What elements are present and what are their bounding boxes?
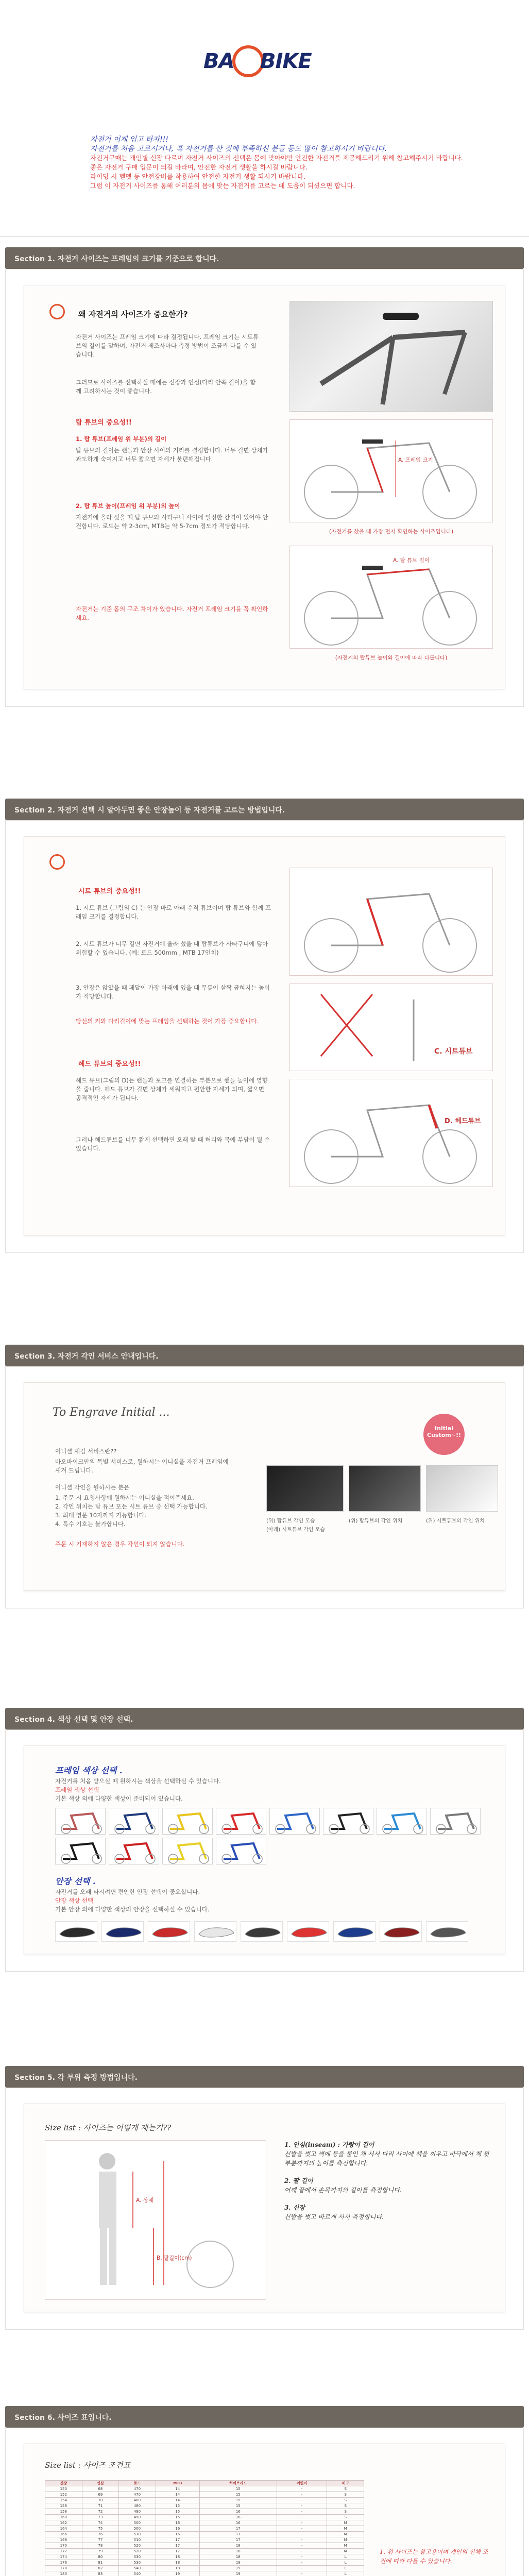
intro-line-6: 그럼 이 자전거 사이즈를 통해 여러분의 몸에 맞는 자전거를 고르는 데 도움이 되셨으면 합니다.	[90, 182, 355, 190]
table-cell: 16	[199, 2520, 277, 2526]
seat-tube-title: 시트 튜브의 중요성!!	[78, 888, 141, 895]
table-cell: S	[327, 2503, 364, 2509]
table-cell: 510	[119, 2532, 156, 2537]
saddle-option-5[interactable]	[287, 1921, 329, 1942]
table-cell: 180	[45, 2571, 82, 2576]
brand-logo[interactable]	[203, 40, 327, 87]
diagram-caption-2: (자전거의 탑튜브 높이와 길이에 따라 다릅니다)	[335, 655, 448, 661]
table-cell: 15	[199, 2486, 277, 2492]
table-cell: 79	[82, 2549, 119, 2554]
table-cell: 16	[199, 2515, 277, 2520]
table-row	[45, 2509, 364, 2515]
frame-color-option-4[interactable]	[269, 1808, 320, 1835]
table-cell: 68	[82, 2486, 119, 2492]
table-cell: 540	[119, 2566, 156, 2571]
section-2-note: 당신의 키와 다리길이에 맞는 프레임을 선택하는 것이 가장 중요합니다.	[76, 1018, 259, 1025]
table-cell: 168	[45, 2537, 82, 2543]
logo-ring-icon	[49, 854, 65, 870]
frame-size-diagram	[289, 419, 493, 522]
section-1-para-2: 그러므로 사이즈를 선택하실 때에는 신장과 인심(다리 안쪽 길이)을 함께 고려하시는 것이 좋습니다.	[76, 379, 256, 395]
table-cell: 16	[156, 2526, 199, 2532]
table-cell: 74	[82, 2520, 119, 2526]
size-table-header-cell: 어린이	[277, 2481, 327, 2486]
section-2-para-3: 3. 안장은 앉았을 때 페달이 가장 아래에 있을 때 무릎이 살짝 굽혀지는 높이가 적당합니다.	[76, 984, 270, 1000]
table-row	[45, 2571, 364, 2576]
bike-diagram-c	[290, 868, 493, 976]
table-cell: S	[327, 2515, 364, 2520]
size-table-body	[45, 2486, 364, 2576]
table-cell: S	[327, 2509, 364, 2515]
table-cell: L	[327, 2566, 364, 2571]
table-cell: 178	[45, 2566, 82, 2571]
section-3-card	[24, 1382, 505, 1591]
label-b-arm: B. 팔길이(cm)	[157, 2255, 192, 2261]
table-cell: 17	[156, 2549, 199, 2554]
size-table-header-cell: 로드	[119, 2481, 156, 2486]
table-cell: -	[277, 2509, 327, 2515]
saddle-title: 안장 선택 .	[55, 1876, 96, 1886]
engrave-step-1: 1. 주문 시 요청사항에 원하시는 이니셜을 적어주세요.	[55, 1494, 194, 1501]
saddle-option-4[interactable]	[241, 1921, 283, 1942]
table-cell: -	[277, 2537, 327, 2543]
table-cell: 72	[82, 2509, 119, 2515]
engrave-step-3: 3. 최대 영문 10자까지 가능합니다.	[55, 1512, 147, 1519]
table-cell: 15	[156, 2515, 199, 2520]
table-cell: 16	[199, 2509, 277, 2515]
table-row	[45, 2515, 364, 2520]
table-cell: 15	[199, 2492, 277, 2498]
section-6-bar	[5, 2406, 524, 2428]
table-cell: -	[277, 2543, 327, 2549]
table-cell: -	[277, 2515, 327, 2520]
section-1-bar	[5, 247, 524, 269]
size-table-header-cell: 비고	[327, 2481, 364, 2486]
logo-ring-icon	[232, 45, 264, 77]
table-cell: 69	[82, 2492, 119, 2498]
table-cell: 530	[119, 2554, 156, 2560]
top-tube-title: 탑 튜브의 중요성!!	[76, 419, 132, 427]
bike-frame-photo	[289, 301, 493, 412]
table-row	[45, 2526, 364, 2532]
label-d-head-tube: D. 헤드튜브	[445, 1117, 481, 1125]
measure-item-3-text: 신발을 벗고 바르게 서서 측정합니다.	[284, 2213, 384, 2221]
table-cell: S	[327, 2486, 364, 2492]
table-cell: 77	[82, 2537, 119, 2543]
section-2-para-5: 그러나 헤드튜브를 너무 짧게 선택하면 오래 탈 때 허리와 목에 부담이 될 수 있습니다.	[76, 1136, 270, 1152]
section-1-question: 왜 자전거의 사이즈가 중요한가?	[78, 310, 188, 319]
table-cell: 490	[119, 2515, 156, 2520]
measure-item-3: 3. 신장	[284, 2204, 305, 2211]
badge-line-1: Initial	[435, 1425, 453, 1432]
table-cell: 162	[45, 2520, 82, 2526]
table-cell: 470	[119, 2486, 156, 2492]
tip-red-note: 자전거는 기준 몸의 구조 차이가 있습니다. 자전거 프레임 크기를 꼭 확인하세요.	[76, 605, 268, 621]
table-row	[45, 2532, 364, 2537]
table-cell: 83	[82, 2571, 119, 2576]
saddle-option-8[interactable]	[426, 1921, 468, 1942]
label-a-frame-size: A. 프레임 크기	[398, 457, 433, 463]
table-cell: 19	[156, 2571, 199, 2576]
table-cell: M	[327, 2549, 364, 2554]
table-cell: -	[277, 2566, 327, 2571]
size-table-header	[45, 2481, 364, 2486]
table-cell: 18	[156, 2566, 199, 2571]
label-c-seat-tube: C. 시트튜브	[434, 1047, 473, 1056]
table-cell: 15	[156, 2503, 199, 2509]
table-cell: 78	[82, 2543, 119, 2549]
frame-color-option-1[interactable]	[109, 1808, 159, 1835]
table-cell: 76	[82, 2532, 119, 2537]
table-row	[45, 2486, 364, 2492]
section-6-panel	[5, 2428, 524, 2576]
table-cell: 170	[45, 2543, 82, 2549]
tip-1-text: 탑 튜브의 길이는 핸들과 안장 사이의 거리를 결정합니다. 너무 길면 상체가 과도하게 숙여지고 너무 짧으면 자세가 불편해집니다.	[76, 447, 268, 463]
frame-color-option-row2-3[interactable]	[216, 1838, 266, 1865]
table-cell: 14	[156, 2498, 199, 2503]
table-cell: L	[327, 2554, 364, 2560]
table-cell: 14	[156, 2492, 199, 2498]
table-cell: 156	[45, 2503, 82, 2509]
table-cell: -	[277, 2520, 327, 2526]
engrave-caption-2: (위) 탑튜브의 각인 위치	[349, 1518, 403, 1524]
section-3-bar	[5, 1345, 524, 1366]
table-row	[45, 2566, 364, 2571]
table-cell: 18	[156, 2554, 199, 2560]
label-a-upper: A. 상체	[136, 2197, 153, 2204]
section-2-para-1: 1. 시트 튜브 (그림의 C) 는 안장 바로 아래 수직 튜브이며 탑 튜브와 함께 프레임 크기를 결정합니다.	[76, 904, 271, 920]
table-cell: M	[327, 2526, 364, 2532]
table-row	[45, 2549, 364, 2554]
table-cell: 470	[119, 2492, 156, 2498]
frame-color-swatches	[55, 1808, 481, 1835]
size-notes	[380, 2547, 493, 2576]
section-5-panel	[5, 2088, 524, 2330]
table-cell: 73	[82, 2515, 119, 2520]
table-cell: 150	[45, 2486, 82, 2492]
size-table-header-cell: 인심	[82, 2481, 119, 2486]
table-cell: 176	[45, 2560, 82, 2566]
engrave-step-2: 2. 각인 위치는 탑 튜브 또는 시트 튜브 중 선택 가능합니다.	[55, 1503, 208, 1510]
engrave-photo-3	[426, 1465, 498, 1512]
engrave-title: To Engrave Initial ...	[53, 1406, 170, 1419]
table-row	[45, 2554, 364, 2560]
saddle-option-2[interactable]	[148, 1921, 190, 1942]
intro-line-1: 자전거 이제 입고 타자!!!	[90, 135, 168, 144]
head-tube-diagram	[289, 1079, 493, 1187]
saddle-text-2: 안장 색상 선택	[55, 1897, 93, 1904]
mini-logo	[42, 852, 73, 875]
table-cell: 520	[119, 2549, 156, 2554]
measure-item-2-text: 어깨 끝에서 손목까지의 길이를 측정합니다.	[284, 2187, 402, 2194]
section-5-title: Section 5. 각 부위 측정 방법입니다.	[14, 2074, 138, 2082]
table-cell: -	[277, 2532, 327, 2537]
frame-color-option-5[interactable]	[323, 1808, 373, 1835]
intro-line-4: 좋은 자전거 구매 입문이 되길 바라며, 안전한 자전거 생활을 하시길 바랍니다.	[90, 163, 308, 171]
intro-line-5: 라이딩 시 헬멧 등 안전장비를 착용하여 안전한 자전거 생활 되시기 바랍니다.	[90, 173, 306, 180]
table-cell: M	[327, 2520, 364, 2526]
label-a-top-tube: A. 탑 튜브 길이	[393, 557, 430, 564]
frame-color-option-3[interactable]	[216, 1808, 266, 1835]
table-cell: L	[327, 2560, 364, 2566]
initial-custom-badge	[423, 1414, 465, 1455]
saddle-option-0[interactable]	[55, 1921, 97, 1942]
table-cell: 17	[199, 2537, 277, 2543]
table-cell: -	[277, 2571, 327, 2576]
table-cell: -	[277, 2498, 327, 2503]
section-4-title: Section 4. 색상 선택 및 안장 선택.	[14, 1716, 133, 1724]
frame-color-option-0[interactable]	[55, 1808, 106, 1835]
table-cell: 19	[199, 2560, 277, 2566]
bike-diagram-b	[290, 546, 493, 649]
engrave-text-1: 이니셜 새김 서비스란??	[55, 1448, 117, 1455]
table-cell: 71	[82, 2503, 119, 2509]
table-cell: 82	[82, 2566, 119, 2571]
size-measure-title: Size list : 사이즈는 어떻게 재는거??	[45, 2123, 172, 2132]
table-cell: 166	[45, 2532, 82, 2537]
table-cell: 19	[199, 2571, 277, 2576]
table-cell: 16	[156, 2520, 199, 2526]
table-cell: 17	[156, 2537, 199, 2543]
section-2-bar	[5, 799, 524, 820]
section-1-title: Section 1. 자전거 사이즈는 프레임의 크기를 기준으로 합니다.	[14, 255, 219, 263]
table-cell: L	[327, 2571, 364, 2576]
measure-item-1: 1. 인심(inseam) : 가랑이 길이	[284, 2141, 374, 2148]
section-2-card	[24, 836, 505, 1235]
table-cell: -	[277, 2549, 327, 2554]
section-5-card	[24, 2104, 505, 2312]
measure-instructions	[284, 2140, 490, 2222]
frame-color-option-row2-1[interactable]	[109, 1838, 159, 1865]
table-cell: 510	[119, 2537, 156, 2543]
section-4-card	[24, 1745, 505, 1954]
table-cell: 540	[119, 2571, 156, 2576]
section-2-para-4: 헤드 튜브(그림의 D)는 핸들과 포크를 연결하는 부분으로 핸들 높이에 영향을 줍니다. 헤드 튜브가 길면 상체가 세워지고 편안한 자세가 되며, 짧으면 공격적인 자세가 됩니다.	[76, 1077, 268, 1101]
table-cell: 19	[199, 2566, 277, 2571]
saddle-option-3[interactable]	[194, 1921, 236, 1942]
table-cell: 520	[119, 2543, 156, 2549]
table-cell: S	[327, 2498, 364, 2503]
saddle-option-1[interactable]	[101, 1921, 144, 1942]
section-5-bar	[5, 2066, 524, 2088]
table-row	[45, 2543, 364, 2549]
table-cell: 18	[199, 2543, 277, 2549]
measure-item-2: 2. 팔 길이	[284, 2177, 313, 2184]
table-cell: S	[327, 2492, 364, 2498]
table-cell: 70	[82, 2498, 119, 2503]
saddle-option-6[interactable]	[333, 1921, 376, 1942]
table-cell: 160	[45, 2515, 82, 2520]
table-cell: 154	[45, 2498, 82, 2503]
engrave-caption-1: (위) 탑튜브 각인 모습 (아래) 시트튜브 각인 모습	[266, 1518, 325, 1533]
saddle-swatches	[55, 1921, 468, 1942]
size-note-1: 1. 위 사이즈는 참고용이며 개인의 신체 조건에 따라 다를 수 있습니다.	[380, 2548, 488, 2565]
table-row	[45, 2498, 364, 2503]
frame-color-option-6[interactable]	[377, 1808, 427, 1835]
section-1-card	[24, 285, 505, 689]
size-table-header-cell: 신장	[45, 2481, 82, 2486]
table-cell: 17	[199, 2532, 277, 2537]
size-table-title: Size list : 사이즈 조견표	[45, 2461, 131, 2470]
frame-color-option-2[interactable]	[162, 1808, 213, 1835]
intro-line-2: 자전거를 처음 고르시거나, 혹 자전거를 산 것에 부족하신 분들 등도 많이 참고하시기 바랍니다.	[90, 145, 387, 153]
table-cell: 15	[156, 2509, 199, 2515]
frame-color-option-row2-2[interactable]	[162, 1838, 213, 1865]
table-row	[45, 2560, 364, 2566]
table-cell: -	[277, 2486, 327, 2492]
saddle-text-3: 기본 안장 외에 다양한 색상의 안장을 선택하실 수 있습니다.	[55, 1906, 210, 1913]
section-2-title: Section 2. 자전거 선택 시 알아두면 좋은 안장높이 등 자전거를 고르는 방법입니다.	[14, 806, 285, 815]
table-cell: 530	[119, 2560, 156, 2566]
table-cell: 75	[82, 2526, 119, 2532]
table-cell: 480	[119, 2503, 156, 2509]
section-2-panel	[5, 820, 524, 1253]
engrave-step-4: 4. 특수 기호는 불가합니다.	[55, 1520, 126, 1528]
engrave-caption-3: (위) 시트튜브의 각인 위치	[426, 1518, 485, 1524]
tip-2-text: 자전거에 올라 섰을 때 탑 튜브와 사타구니 사이에 일정한 간격이 있어야 안전합니다. 로드는 약 2-3cm, MTB는 약 5-7cm 정도가 적당합니다.	[76, 514, 268, 530]
table-cell: 500	[119, 2520, 156, 2526]
table-cell: 80	[82, 2554, 119, 2560]
frame-color-option-row2-0[interactable]	[55, 1838, 106, 1865]
intro-text	[90, 135, 482, 191]
table-cell: M	[327, 2543, 364, 2549]
table-row	[45, 2503, 364, 2509]
bike-diagram-a	[290, 420, 493, 523]
section-1-para-1: 자전거 사이즈는 프레임 크기에 따라 결정됩니다. 프레임 크기는 시트튜브의 길이를 말하며, 자전거 제조사마다 측정 방법이 조금씩 다를 수 있습니다.	[76, 333, 259, 358]
table-cell: 18	[199, 2549, 277, 2554]
table-cell: -	[277, 2554, 327, 2560]
table-cell: 15	[199, 2498, 277, 2503]
measure-item-1-text: 신발을 벗고 벽에 등을 붙인 채 서서 다리 사이에 책을 끼우고 바닥에서 책 윗부분까지의 높이를 측정합니다.	[284, 2150, 489, 2167]
engrave-note: 주문 시 기재하지 않은 경우 각인이 되지 않습니다.	[55, 1540, 185, 1548]
table-cell: M	[327, 2532, 364, 2537]
saddle-option-7[interactable]	[380, 1921, 422, 1942]
section-4-panel	[5, 1730, 524, 1972]
section-3-title: Section 3. 자전거 각인 서비스 안내입니다.	[14, 1352, 159, 1361]
spacer	[380, 2566, 493, 2576]
bike-frame-illustration	[290, 301, 493, 412]
table-cell: 480	[119, 2498, 156, 2503]
rider-illustration	[45, 2141, 267, 2300]
table-cell: -	[277, 2503, 327, 2509]
table-cell: 81	[82, 2560, 119, 2566]
table-cell: 17	[156, 2543, 199, 2549]
seat-height-diagram	[289, 984, 493, 1071]
frame-color-text-2: 프레임 색상 선택	[55, 1786, 99, 1793]
top-tube-diagram	[289, 546, 493, 649]
table-cell: 490	[119, 2509, 156, 2515]
logo-text-right: BIKE	[260, 49, 312, 73]
mini-logo	[42, 302, 73, 325]
engrave-photo-1	[266, 1465, 344, 1512]
seat-tube-diagram	[289, 868, 493, 976]
table-cell: 15	[199, 2503, 277, 2509]
section-4-bar	[5, 1708, 524, 1730]
table-cell: -	[277, 2526, 327, 2532]
frame-color-text-1: 자전거를 처음 받으실 때 원하시는 색상을 선택하실 수 있습니다.	[55, 1777, 221, 1785]
tip-2-head: 2. 탑 튜브 높이(프레임 위 부분)의 높이	[76, 502, 180, 510]
table-cell: 174	[45, 2554, 82, 2560]
table-row	[45, 2520, 364, 2526]
cross-mark-illustration	[290, 984, 493, 1072]
diagram-caption-1: (자전거를 샀을 때 가장 먼저 확인하는 사이즈입니다)	[329, 529, 454, 535]
page-header	[0, 0, 529, 216]
table-cell: 152	[45, 2492, 82, 2498]
size-table	[45, 2480, 364, 2576]
table-row	[45, 2492, 364, 2498]
bike-diagram-d	[290, 1079, 493, 1188]
saddle-text-1: 자전거를 오래 타시려면 편안한 안장 선택이 중요합니다.	[55, 1888, 200, 1895]
body-measure-diagram	[45, 2140, 266, 2300]
table-cell: -	[277, 2492, 327, 2498]
frame-color-option-7[interactable]	[430, 1808, 481, 1835]
size-table-header-cell: 하이브리드	[199, 2481, 277, 2486]
table-cell: M	[327, 2537, 364, 2543]
badge-line-2: Custom~!!	[427, 1432, 461, 1438]
intro-line-3: 자전거구매는 개인별 신장 다르며 자전거 사이즈의 선택은 몸에 맞아야만 안전한 자전거를 제공해드리기 위해 참고해주시기 바랍니다.	[90, 154, 463, 162]
section-6-card	[24, 2444, 505, 2576]
table-row	[45, 2537, 364, 2543]
table-cell: 16	[156, 2532, 199, 2537]
frame-color-swatches-2	[55, 1838, 266, 1865]
head-tube-title: 헤드 튜브의 중요성!!	[78, 1060, 141, 1068]
engrave-text-3: 이니셜 각인을 원하시는 분은	[55, 1484, 130, 1491]
table-cell: 164	[45, 2526, 82, 2532]
section-2-para-2: 2. 시트 튜브가 너무 길면 자전거에 올라 섰을 때 탑튜브가 사타구니에 닿아 위험할 수 있습니다. (예: 로드 500mm , MTB 17인치)	[76, 940, 268, 956]
table-cell: 18	[156, 2560, 199, 2566]
section-1-panel	[5, 269, 524, 707]
spacer	[284, 2168, 490, 2176]
spacer	[284, 2195, 490, 2203]
table-cell: 14	[156, 2486, 199, 2492]
section-6-title: Section 6. 사이즈 표입니다.	[14, 2414, 112, 2422]
engrave-text-2: 바오바이크만의 특별 서비스로, 원하시는 이니셜을 자전거 프레임에 새겨 드립니다.	[55, 1458, 229, 1474]
frame-color-title: 프레임 색상 선택 .	[55, 1766, 123, 1775]
table-cell: 17	[199, 2526, 277, 2532]
logo-ring-icon	[49, 304, 65, 319]
table-cell: 500	[119, 2526, 156, 2532]
section-3-panel	[5, 1366, 524, 1608]
table-cell: 158	[45, 2509, 82, 2515]
size-table-header-cell: MTB	[156, 2481, 199, 2486]
table-cell: -	[277, 2560, 327, 2566]
table-cell: 18	[199, 2554, 277, 2560]
engrave-photo-2	[349, 1465, 421, 1512]
logo-text-left: BA	[203, 49, 234, 73]
table-cell: 172	[45, 2549, 82, 2554]
frame-color-text-3: 기본 색상 외에 다양한 색상이 준비되어 있습니다.	[55, 1795, 183, 1802]
tip-1-head: 1. 탑 튜브(프레임 위 부분)의 길이	[76, 435, 167, 443]
